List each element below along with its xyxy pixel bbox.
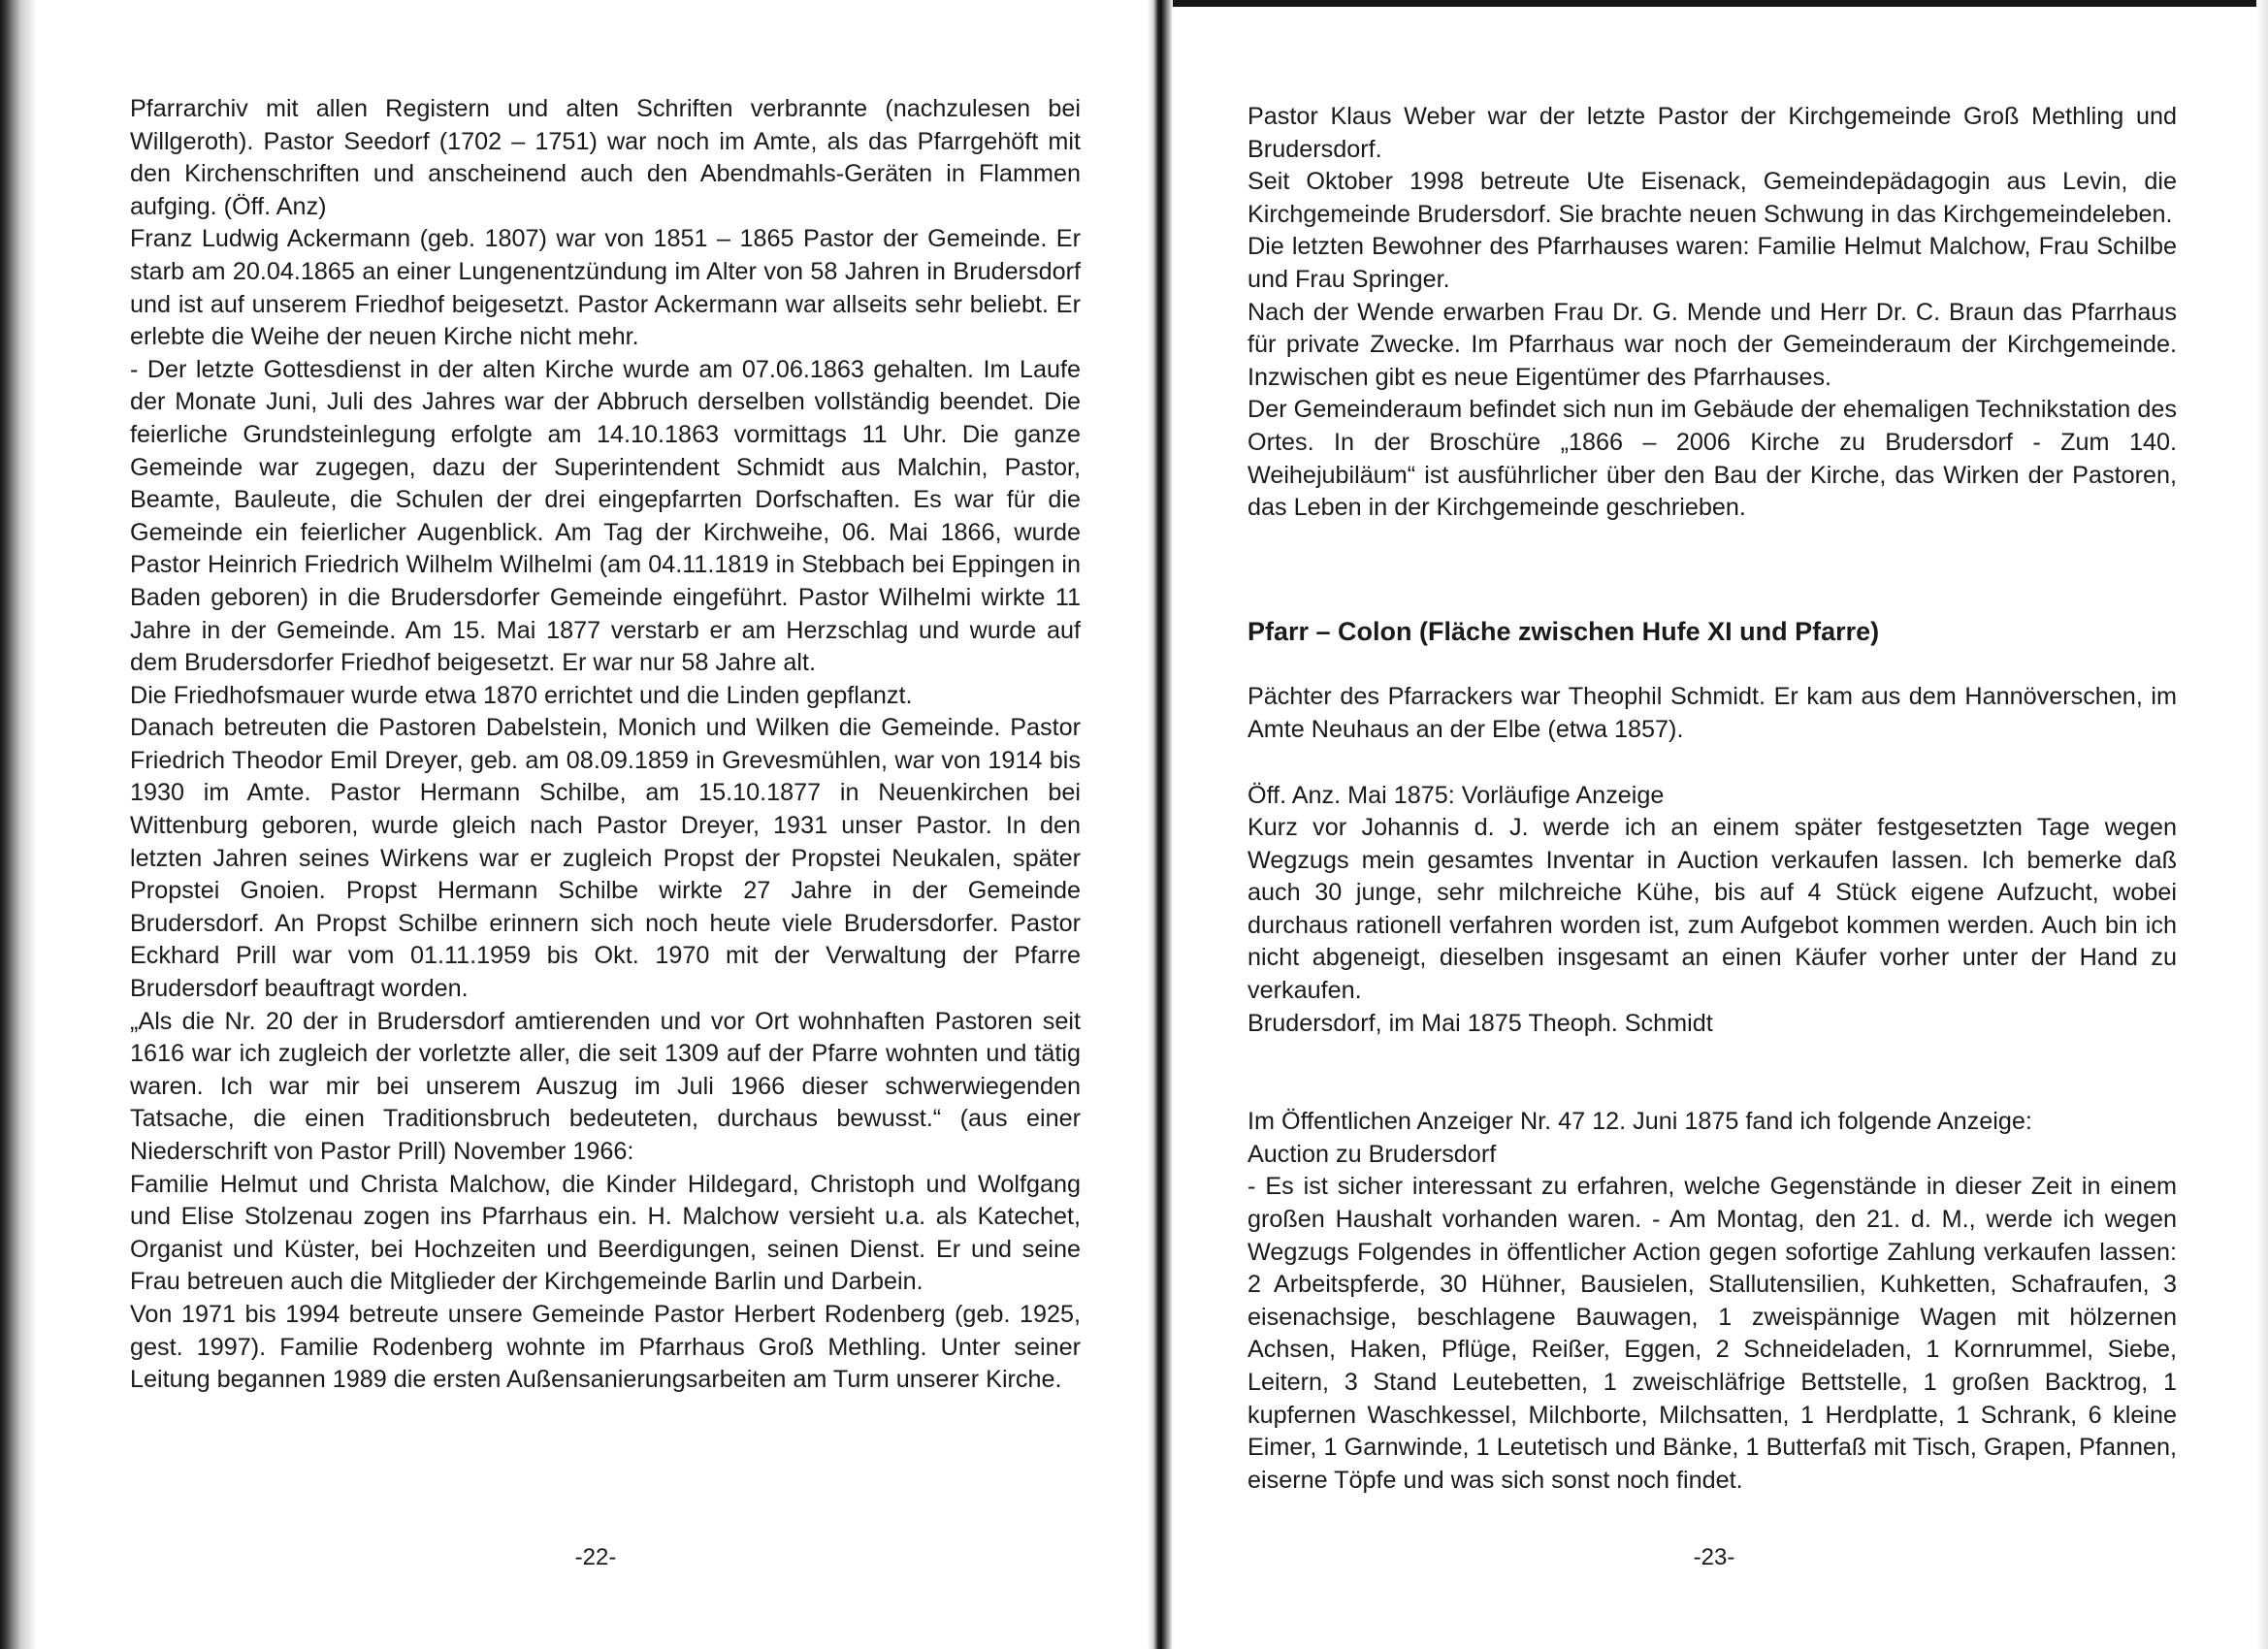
notice-signature: Brudersdorf, im Mai 1875 Theoph. Schmidt [1247, 1009, 1713, 1037]
spacer [1247, 648, 2177, 681]
notice-title: Öff. Anz. Mai 1875: Vorläufige Anzeige [1247, 781, 1665, 809]
paragraph: Danach betreuten die Pastoren Dabelstein, Monich und Wilken die Gemeinde. Pastor Friedrich Theodor Emil Dreyer, geb. am 08.09.1859 in Grevesmühlen, war von 1914 bis 1930 im Amte. Pastor Hermann Schilbe, am 15.10.1877 in Neuenkirchen bei Wittenburg geboren, wurde gleich nach Pastor Dreyer, 1931 unser Pastor. In den letzten Jahren seines Wirkens war er zugleich Propst der Propstei Neukalen, später Propstei Gnoien. Propst Hermann Schilbe wirkte 27 Jahre in der Gemeinde Brudersdorf. An Propst Schilbe erinnern sich noch heute viele Brudersdorfer. Pastor Eckhard Prill war vom 01.11.1959 bis Okt. 1970 mit der Verwaltung der Pfarre Brudersdorf beauftragt worden. [130, 714, 1081, 1003]
paragraph: - Der letzte Gottesdienst in der alten Kirche wurde am 07.06.1863 gehalten. Im Laufe der Monate Juni, Juli des Jahres war der Abbruch derselben vollständig beendet. Die feierliche Grundsteinlegung erfolgte am 14.10.1863 vormittags 11 Uhr. Die ganze Gemeinde war zugegen, dazu der Superintendent Schmidt aus Malchin, Pastor, Beamte, Bauleute, die Schulen der drei eingepfarrten Dorfschaften. Es war für die Gemeinde ein feierlicher Augenblick. Am Tag der Kirchweihe, 06. Mai 1866, wurde Pastor Heinrich Friedrich Wilhelm Wilhelmi (am 04.11.1819 in Stebbach bei Eppingen in Baden geboren) in die Brudersdorfer Gemeinde eingeführt. Pastor Wilhelmi wirkte 11 Jahre in der Gemeinde. Am 15. Mai 1877 verstarb er am Herzschlag und wurde auf dem Brudersdorfer Friedhof beigesetzt. Er war nur 58 Jahre alt. [130, 355, 1081, 677]
paragraph: „Als die Nr. 20 der in Brudersdorf amtierenden und vor Ort wohnhaften Pastoren seit 1616 war ich zugleich der vorletzte aller, die seit 1309 auf der Pfarre wohnten und tätig waren. Ich war mir bei unserem Auszug im Juli 1966 dieser schwerwiegenden Tatsache, die einen Traditionsbruch bedeuteten, durchaus bewusst.“ (aus einer Niederschrift von Pastor Prill) November 1966: [130, 1007, 1081, 1165]
paragraph: Franz Ludwig Ackermann (geb. 1807) war von 1851 – 1865 Pastor der Gemeinde. Er starb am 20.04.1865 an einer Lungenentzündung im Alter von 58 Jahren in Brudersdorf und ist auf unserem Friedhof beigesetzt. Pastor Ackermann war allseits sehr beliebt. Er erlebte die Weihe der neuen Kirche nicht mehr. [130, 225, 1081, 351]
spacer [1247, 747, 2177, 780]
page-number: -22- [574, 1544, 617, 1570]
paragraph: Pastor Klaus Weber war der letzte Pastor der Kirchgemeinde Groß Methling und Brudersdorf. [1247, 103, 2177, 163]
page-number: -23- [1693, 1544, 1735, 1570]
paragraph: Familie Helmut und Christa Malchow, die Kinder Hildegard, Christoph und Wolfgang und Elise Stolzenau zogen ins Pfarrhaus ein. H. Malchow versieht u.a. als Katechet, Organist und Küster, bei Hochzeiten und Beerdigungen, seinen Dienst. Er und seine Frau betreuen auch die Mitglieder der Kirchgemeinde Barlin und Darbein. [130, 1170, 1081, 1296]
notice-body: Kurz vor Johannis d. J. werde ich an einem später festgesetzten Tage wegen Wegzugs mein gesamtes Inventar in Auction verkaufen lassen. Ich bemerke daß auch 30 junge, sehr milchreiche Kühe, bis auf 4 Stück eigene Aufzucht, wobei durchaus rationell verfahren worden ist, zum Aufgebot kommen werden. Auch bin ich nicht abgeneigt, dieselben insgesamt an einen Käufer vorher unter der Hand zu verkaufen. [1247, 814, 2177, 1005]
notice-title: Auction zu Brudersdorf [1247, 1140, 1497, 1168]
right-page [1159, 0, 2268, 1649]
left-page-text [130, 93, 1081, 1397]
paragraph: Von 1971 bis 1994 betreute unsere Gemeinde Pastor Herbert Rodenberg (geb. 1925, gest. 1997). Familie Rodenberg wohnte im Pfarrhaus Groß Methling. Unter seiner Leitung begannen 1989 die ersten Außensanierungsarbeiten am Turm unserer Kirche. [130, 1300, 1081, 1394]
paragraph: Seit Oktober 1998 betreute Ute Eisenack, Gemeindepädagogin aus Levin, die Kirchgemeinde Brudersdorf. Sie brachte neuen Schwung in das Kirchgemeindeleben. [1247, 168, 2177, 228]
section-heading: Pfarr – Colon (Fläche zwischen Hufe XI und Pfarre) [1247, 616, 1880, 646]
paragraph: Die Friedhofsmauer wurde etwa 1870 errichtet und die Linden gepflanzt. [130, 681, 913, 709]
paragraph: Der Gemeinderaum befindet sich nun im Gebäude der ehemaligen Technikstation des Ortes. In der Broschüre „1866 – 2006 Kirche zu Brudersdorf - Zum 140. Weihejubiläum“ ist ausführlicher über den Bau der Kirche, das Wirken der Pastoren, das Leben in der Kirchgemeinde geschrieben. [1247, 396, 2177, 522]
spacer [1247, 525, 2177, 616]
right-page-text [1247, 101, 2177, 1497]
notice-body: - Es ist sicher interessant zu erfahren, welche Gegenstände in dieser Zeit in einem großen Haushalt vorhanden waren. - Am Montag, den 21. d. M., werde ich wegen Wegzugs Folgendes in öffentlicher Action gegen sofortige Zahlung verkaufen lassen: 2 Arbeitspferde, 30 Hühner, Bausielen, Stallutensilien, Kuhketten, Schafraufen, 3 eisenachsige, beschlagene Bauwagen, 1 zweispännige Wagen mit hölzernen Achsen, Haken, Pflüge, Reißer, Eggen, 2 Schneideladen, 1 Kornrummel, Siebe, Leitern, 3 Stand Leutebetten, 1 zweischläfrige Bettstelle, 1 großen Backtrog, 1 kupfernen Waschkessel, Milchborte, Milchsatten, 1 Herdplatte, 1 Schrank, 6 kleine Eimer, 1 Garnwinde, 1 Leutetisch und Bänke, 1 Butterfaß mit Tisch, Grapen, Pfannen, eiserne Töpfe und was sich sonst noch findet. [1247, 1173, 2177, 1494]
paragraph: Pächter des Pfarrackers war Theophil Schmidt. Er kam aus dem Hannöverschen, im Amte Neuhaus an der Elbe (etwa 1857). [1247, 683, 2177, 743]
paragraph: Nach der Wende erwarben Frau Dr. G. Mende und Herr Dr. C. Braun das Pfarrhaus für private Zwecke. Im Pfarrhaus war noch der Gemeinderaum der Kirchgemeinde. Inzwischen gibt es neue Eigentümer des Pfarrhauses. [1247, 298, 2177, 391]
spacer [1247, 1040, 2177, 1106]
paragraph: Pfarrarchiv mit allen Registern und alten Schriften verbrannte (nachzulesen bei Willgeroth). Pastor Seedorf (1702 – 1751) war noch im Amte, als das Pfarrgehöft mit den Kirchenschriften und anscheinend auch den Abendmahls-Geräten in Flammen aufging. (Öff. Anz) [130, 95, 1081, 220]
paragraph: Im Öffentlichen Anzeiger Nr. 47 12. Juni 1875 fand ich folgende Anzeige: [1247, 1108, 2032, 1136]
paragraph: Die letzten Bewohner des Pfarrhauses waren: Familie Helmut Malchow, Frau Schilbe und Frau Springer. [1247, 233, 2177, 293]
